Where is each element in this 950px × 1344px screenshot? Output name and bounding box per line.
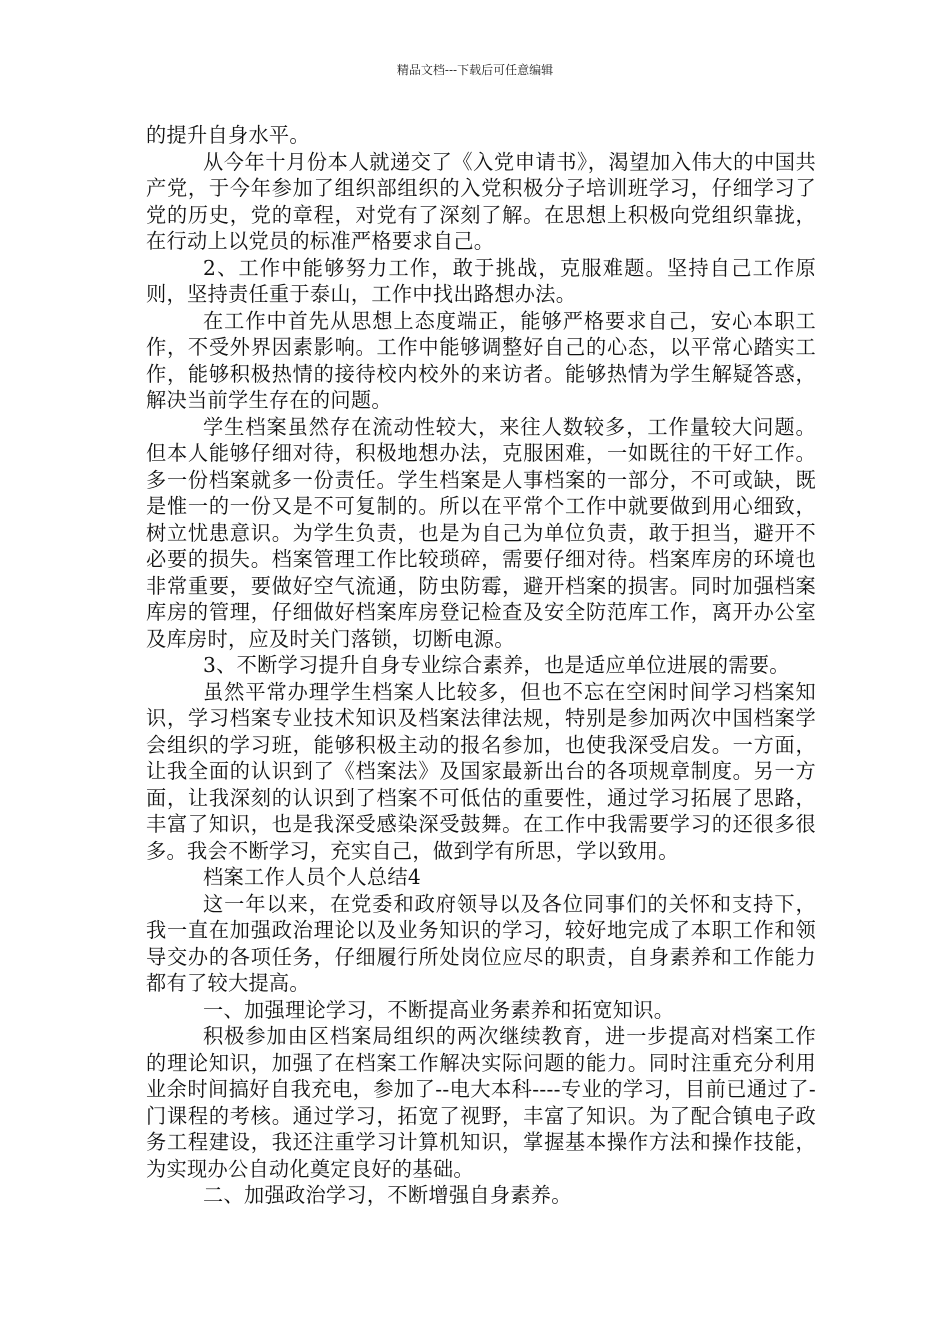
paragraph: 积极参加由区档案局组织的两次继续教育，进一步提高对档案工作的理论知识，加强了在档案工作解决实际问题的能力。同时注重充分利用业余时间搞好自我充电，参加了--电大本科----专业的学习，目前已通过了-门课程的考核。通过学习，拓宽了视野，丰富了知识。为了配合镇电子政务工程建设，我还注重学习计算机知识，掌握基本操作方法和操作技能，为实现办公自动化奠定良好的基础。 — [146, 1024, 816, 1181]
page-header: 精品文档---下载后可任意编辑 — [396, 63, 554, 77]
paragraph: 一、加强理论学习，不断提高业务素养和拓宽知识。 — [203, 997, 675, 1022]
paragraph: 3、不断学习提升自身专业综合素养，也是适应单位进展的需要。 — [203, 653, 790, 677]
paragraph: 在工作中首先从思想上态度端正，能够严格要求自己，安心本职工作，不受外界因素影响。工作中能够调整好自己的心态，以平常心踏实工作，能够积极热情的接待校内校外的来访者。能够热情为学生解疑答惑，解决当前学生存在的问题。 — [146, 308, 816, 412]
paragraph: 2、工作中能够努力工作，敢于挑战，克服难题。坚持自己工作原则，坚持责任重于泰山，工作中找出路想办法。 — [146, 255, 816, 306]
paragraph: 虽然平常办理学生档案人比较多，但也不忘在空闲时间学习档案知识，学习档案专业技术知识及档案法律法规，特别是参加两次中国档案学会组织的学习班，能够积极主动的报名参加，也使我深受启发。一方面，让我全面的认识到了《档案法》及国家最新出台的各项规章制度。另一方面，让我深刻的认识到了档案不可低估的重要性，通过学习拓展了思路，丰富了知识，也是我深受感染深受鼓舞。在工作中我需要学习的还很多很多。我会不断学习，充实自己，做到学有所思，学以致用。 — [146, 679, 816, 863]
document-body — [146, 122, 816, 1209]
paragraph: 的提升自身水平。 — [146, 123, 310, 147]
paragraph: 这一年以来，在党委和政府领导以及各位同事们的关怀和支持下，我一直在加强政治理论以及业务知识的学习，较好地完成了本职工作和领导交办的各项任务，仔细履行所处岗位应尽的职责，自身素养和工作能力都有了较大提高。 — [146, 891, 816, 995]
section-heading: 档案工作人员个人总结4 — [203, 865, 422, 889]
paragraph: 学生档案虽然存在流动性较大，来往人数较多，工作量较大问题。但本人能够仔细对待，积极地想办法，克服困难，一如既往的干好工作。多一份档案就多一份责任。学生档案是人事档案的一部分，不可或缺，既是惟一的一份又是不可复制的。所以在平常个工作中就要做到用心细致，树立忧患意识。为学生负责，也是为自己为单位负责，敢于担当，避开不必要的损失。档案管理工作比较琐碎，需要仔细对待。档案库房的环境也非常重要，要做好空气流通，防虫防霉，避开档案的损害。同时加强档案库房的管理，仔细做好档案库房登记检查及安全防范库工作，离开办公室及库房时，应及时关门落锁，切断电源。 — [146, 414, 816, 651]
paragraph: 二、加强政治学习，不断增强自身素养。 — [203, 1183, 572, 1207]
paragraph: 从今年十月份本人就递交了《入党申请书》，渴望加入伟大的中国共产党，于今年参加了组织部组织的入党积极分子培训班学习，仔细学习了党的历史，党的章程，对党有了深刻了解。在思想上积极向党组织靠拢，在行动上以党员的标准严格要求自己。 — [146, 149, 816, 253]
